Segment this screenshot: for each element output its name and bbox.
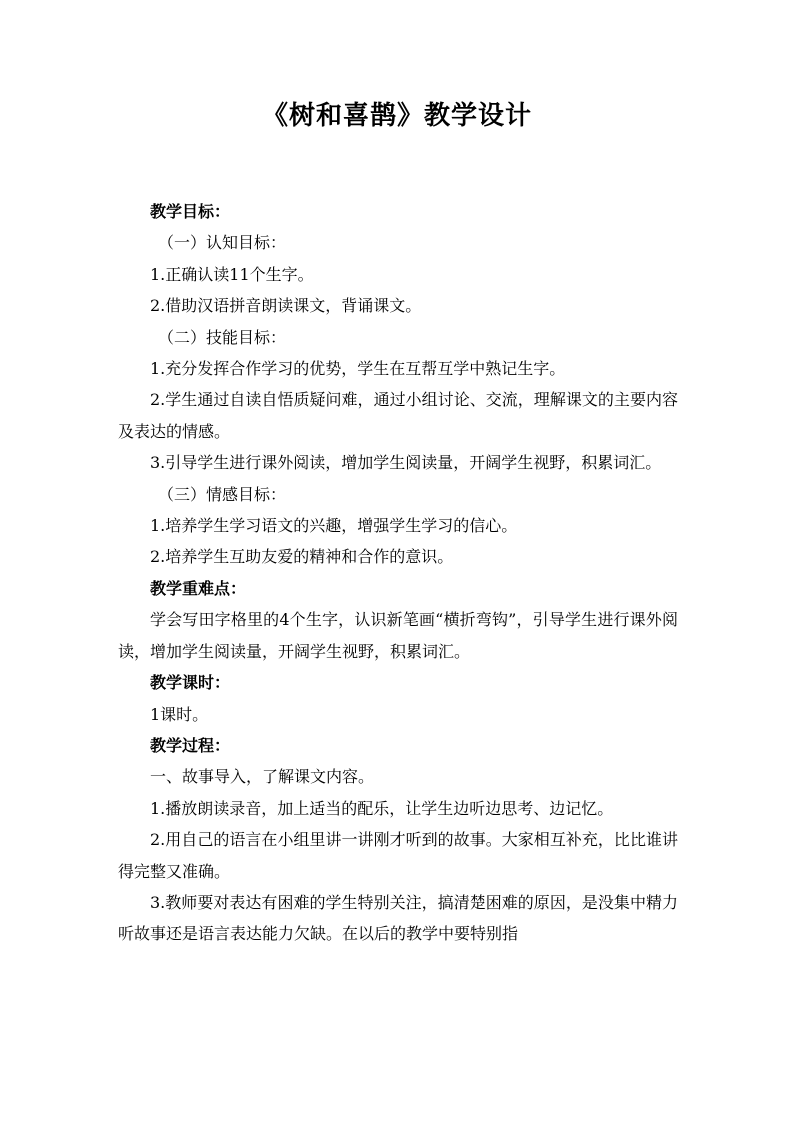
subheading-skill-goals: （二）技能目标： [158,327,287,347]
document-title: 《树和喜鹊》教学设计 [261,101,532,131]
heading-class-hours: 教学课时： [150,673,231,693]
subheading-cognitive-goals: （一）认知目标： [158,233,287,253]
paragraph: 3.引导学生进行课外阅读，增加学生阅读量，开阔学生视野，积累词汇。 [150,453,662,473]
paragraph: 1.充分发挥合作学习的优势，学生在互帮互学中熟记生字。 [150,359,566,379]
paragraph: 学会写田字格里的4个生字，认识新笔画“横折弯钩”，引导学生进行课外阅读，增加学生阅读量，开阔学生视野，积累词汇。 [118,610,678,661]
heading-key-points: 教学重难点： [150,578,247,598]
paragraph: 2.用自己的语言在小组里讲一讲刚才听到的故事。大家相互补充，比比谁讲得完整又准确。 [118,830,678,881]
paragraph: 2.学生通过自读自悟质疑问难，通过小组讨论、交流，理解课文的主要内容及表达的情感。 [118,390,678,441]
paragraph: 2.培养学生互助友爱的精神和合作的意识。 [150,547,454,567]
heading-teaching-goals: 教学目标： [150,202,231,221]
paragraph: 3.教师要对表达有困难的学生特别关注，搞清楚困难的原因，是没集中精力听故事还是语言表达能力欠缺。在以后的教学中要特别指 [118,892,678,944]
document-body [118,196,678,950]
paragraph: 1.播放朗读录音，加上适当的配乐，让学生边听边思考、边记忆。 [150,798,614,818]
paragraph: 1课时。 [150,704,209,724]
paragraph: 2.借助汉语拼音朗读课文，背诵课文。 [150,296,422,316]
paragraph: 一、故事导入，了解课文内容。 [150,767,375,787]
heading-teaching-process: 教学过程： [150,735,231,755]
paragraph: 1.正确认读11个生字。 [150,264,314,284]
subheading-emotional-goals: （三）情感目标： [158,484,287,504]
paragraph: 1.培养学生学习语文的兴趣，增强学生学习的信心。 [150,516,518,536]
